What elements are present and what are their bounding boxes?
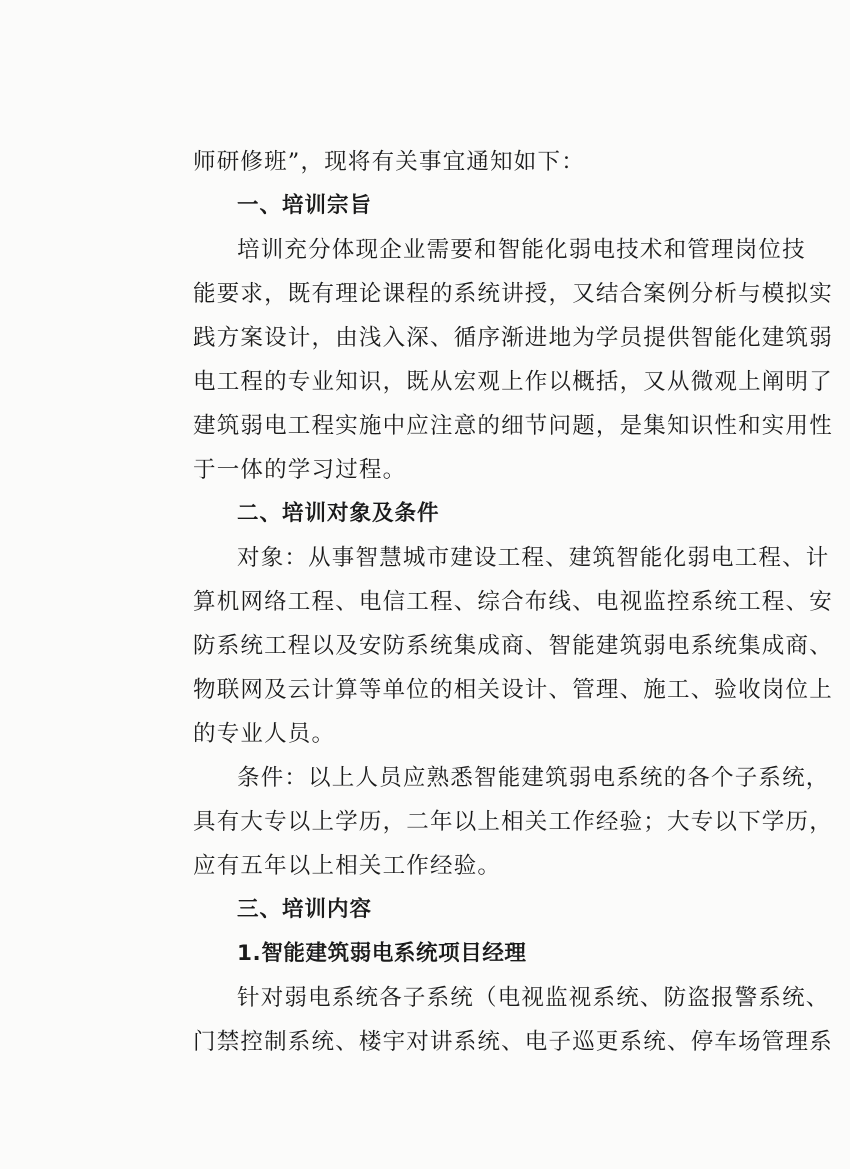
paragraph-line: 能要求，既有理论课程的系统讲授，又结合案例分析与模拟实 bbox=[193, 281, 833, 307]
paragraph-line: 的专业人员。 bbox=[193, 721, 336, 747]
paragraph-line: 于一体的学习过程。 bbox=[193, 457, 407, 483]
section-heading-purpose: 一、培训宗旨 bbox=[237, 193, 373, 218]
paragraph-line: 电工程的专业知识，既从宏观上作以概括，又从微观上阐明了 bbox=[193, 369, 833, 395]
paragraph-line: 针对弱电系统各子系统（电视监视系统、防盗报警系统、 bbox=[237, 985, 830, 1011]
paragraph-line: 应有五年以上相关工作经验。 bbox=[193, 853, 502, 879]
paragraph-line: 对象：从事智慧城市建设工程、建筑智能化弱电工程、计 bbox=[237, 545, 830, 571]
paragraph-line: 防系统工程以及安防系统集成商、智能建筑弱电系统集成商、 bbox=[193, 633, 833, 659]
paragraph-line: 物联网及云计算等单位的相关设计、管理、施工、验收岗位上 bbox=[193, 677, 833, 703]
paragraph-line: 践方案设计，由浅入深、循序渐进地为学员提供智能化建筑弱 bbox=[193, 325, 833, 351]
paragraph-line: 建筑弱电工程实施中应注意的细节问题，是集知识性和实用性 bbox=[193, 413, 833, 439]
paragraph-line: 条件：以上人员应熟悉智能建筑弱电系统的各个子系统， bbox=[237, 765, 830, 791]
paragraph-line: 算机网络工程、电信工程、综合布线、电视监控系统工程、安 bbox=[193, 589, 833, 615]
section-heading-audience: 二、培训对象及条件 bbox=[237, 501, 440, 526]
paragraph-line: 具有大专以上学历，二年以上相关工作经验；大专以下学历， bbox=[193, 809, 833, 835]
paragraph-line: 培训充分体现企业需要和智能化弱电技术和管理岗位技 bbox=[237, 237, 806, 263]
paragraph-continuation-line: 师研修班”，现将有关事宜通知如下： bbox=[193, 149, 585, 175]
subsection-heading: 1.智能建筑弱电系统项目经理 bbox=[237, 941, 527, 966]
document-body bbox=[193, 140, 833, 1064]
paragraph-line: 门禁控制系统、楼宇对讲系统、电子巡更系统、停车场管理系 bbox=[193, 1029, 833, 1055]
section-heading-content: 三、培训内容 bbox=[237, 897, 373, 922]
